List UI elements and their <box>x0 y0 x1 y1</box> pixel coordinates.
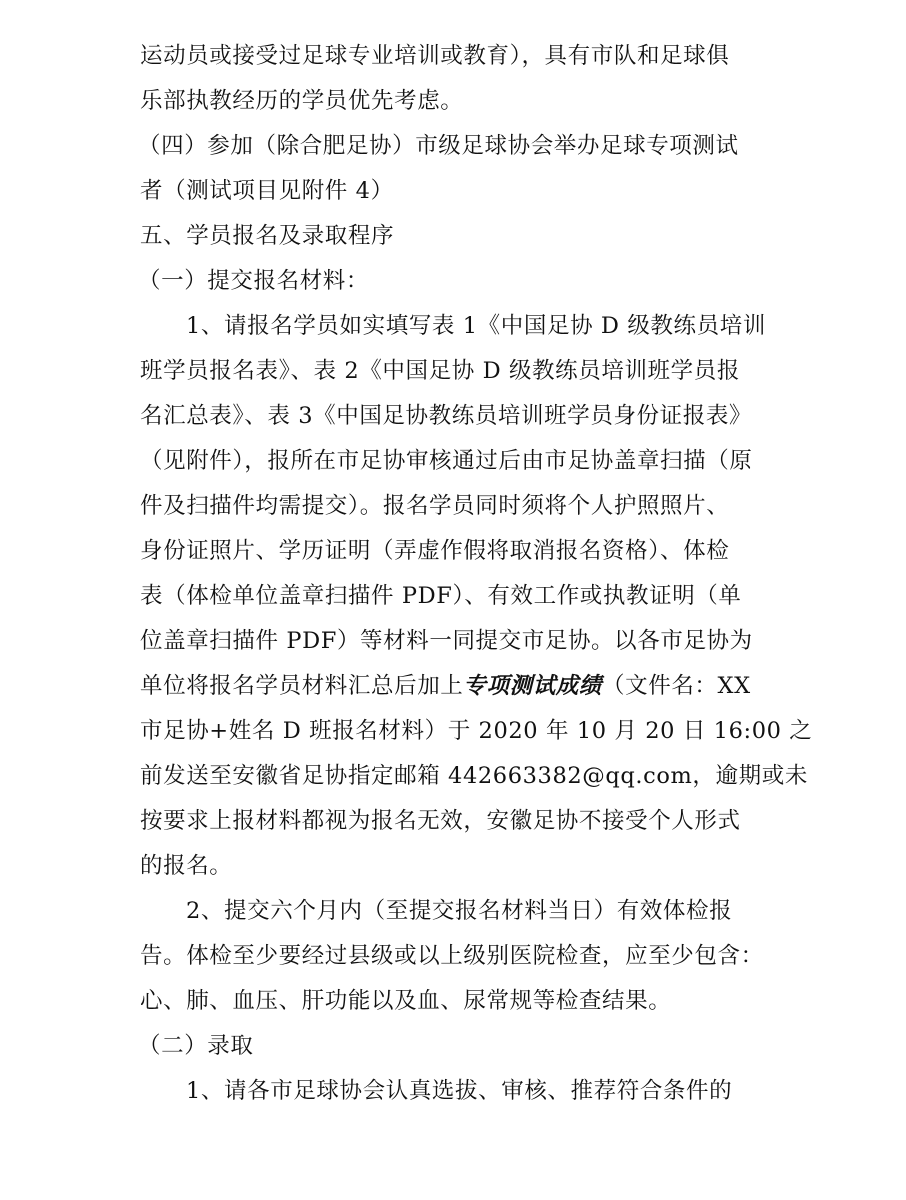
text-line: 者（测试项目见附件 4） <box>140 178 394 204</box>
text-line-with-emphasis <box>140 667 751 705</box>
text-line: 乐部执教经历的学员优先考虑。 <box>140 88 464 114</box>
text-line: 位盖章扫描件 PDF）等材料一同提交市足协。以各市足协为 <box>140 628 753 654</box>
text-line: 前发送至安徽省足协指定邮箱 442663382@qq.com，逾期或未 <box>140 763 808 789</box>
subsection-heading: （一）提交报名材料： <box>138 268 370 294</box>
subsection-heading: （二）录取 <box>138 1033 254 1059</box>
text-line: 班学员报名表》、表 2《中国足协 D 级教练员培训班学员报 <box>140 358 740 384</box>
text-line: 运动员或接受过足球专业培训或教育），具有市队和足球俱 <box>140 43 730 69</box>
text-line: 表（体检单位盖章扫描件 PDF）、有效工作或执教证明（单 <box>140 583 742 609</box>
text-line: 心、肺、血压、肝功能以及血、尿常规等检查结果。 <box>140 988 672 1014</box>
section-heading: 五、学员报名及录取程序 <box>140 223 395 249</box>
text-line: 市足协+姓名 D 班报名材料）于 2020 年 10 月 20 日 16:00 之 <box>140 718 813 744</box>
paragraph-start: 1、请报名学员如实填写表 1《中国足协 D 级教练员培训 <box>186 313 766 339</box>
text-segment: （文件名：XX <box>602 673 751 699</box>
section-heading: （四）参加（除合肥足协）市级足球协会举办足球专项测试 <box>138 133 739 159</box>
text-line: 件及扫描件均需提交）。报名学员同时须将个人护照照片、 <box>140 493 730 519</box>
text-segment: 单位将报名学员材料汇总后加上 <box>140 673 464 699</box>
emphasized-text: 专项测试成绩 <box>463 673 603 699</box>
text-line: （见附件），报所在市足协审核通过后由市足协盖章扫描（原 <box>140 448 753 474</box>
text-line: 身份证照片、学历证明（弄虚作假将取消报名资格）、体检 <box>140 538 730 564</box>
text-line: 告。体检至少要经过县级或以上级别医院检查，应至少包含： <box>140 943 764 969</box>
paragraph-start: 2、提交六个月内（至提交报名材料当日）有效体检报 <box>186 898 733 924</box>
paragraph-start: 1、请各市足球协会认真选拔、审核、推荐符合条件的 <box>186 1078 733 1104</box>
text-line: 的报名。 <box>140 853 233 879</box>
text-line: 按要求上报材料都视为报名无效，安徽足协不接受个人形式 <box>140 808 741 834</box>
text-line: 名汇总表》、表 3《中国足协教练员培训班学员身份证报表》 <box>140 403 753 429</box>
